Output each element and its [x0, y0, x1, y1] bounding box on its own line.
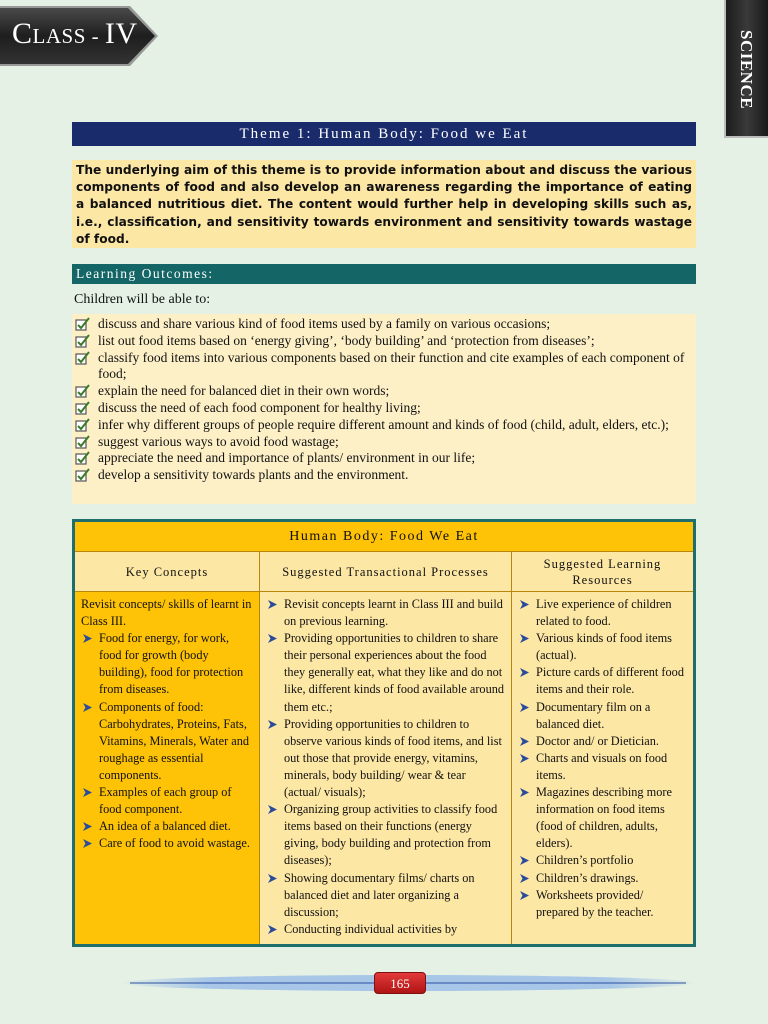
process-item-text: Providing opportunities to children to share their personal experiences about the food they generally eat, what they like and do not like, different kinds of food available around them etc.;	[284, 631, 505, 714]
process-item-text: Showing documentary films/ charts on balanced diet and later organizing a discussion;	[284, 870, 475, 919]
outcome-item	[72, 467, 696, 484]
header-key-concepts: Key Concepts	[125, 564, 209, 579]
page-number: 165	[374, 972, 426, 994]
checkbox-icon	[75, 384, 90, 399]
process-item-text: Revisit concepts learnt in Class III and build on previous learning.	[284, 597, 503, 629]
resource-item-text: Magazines describing more information on food items (food of children, adults, elders).	[536, 785, 672, 851]
resource-item	[518, 596, 687, 630]
arrow-bullet-icon	[82, 787, 93, 798]
resource-item-text: Various kinds of food items (actual).	[536, 631, 672, 663]
process-item-text: Providing opportunities to children to observe various kinds of food items, and list out those that provide energy, vitamins, minerals, body building/ wear & tear (actual/ visuals);	[284, 716, 502, 800]
key-concept-item	[81, 784, 253, 818]
resource-item-text: Charts and visuals on food items.	[536, 750, 668, 782]
resource-item	[518, 733, 687, 750]
class-badge	[0, 4, 160, 68]
resource-item	[518, 887, 687, 921]
key-concepts-intro: Revisit concepts/ skills of learnt in Class III.	[81, 597, 252, 629]
table-title: Human Body: Food We Eat	[75, 522, 693, 552]
resource-item	[518, 664, 687, 698]
outcome-item	[72, 417, 696, 434]
outcome-item	[72, 383, 696, 400]
key-concept-item	[81, 630, 253, 698]
arrow-bullet-icon	[82, 838, 93, 849]
outcome-item	[72, 450, 696, 467]
learning-outcomes-list	[72, 314, 696, 504]
class-label: CLASS - IV	[12, 17, 138, 50]
outcome-item-text: classify food items into various components based on their function and cite examples of each component of food;	[98, 349, 685, 382]
outcome-item	[72, 333, 696, 350]
process-item	[266, 801, 505, 869]
process-item-text: Conducting individual activities by	[284, 921, 458, 936]
arrow-bullet-icon	[267, 633, 278, 644]
arrow-bullet-icon	[519, 633, 530, 644]
checkbox-icon	[75, 334, 90, 349]
outcome-item-text: develop a sensitivity towards plants and the environment.	[98, 467, 409, 483]
checkbox-icon	[75, 351, 90, 366]
resource-item-text: Picture cards of different food items and their role.	[536, 665, 684, 697]
outcome-item-text: discuss and share various kind of food items used by a family on various occasions;	[98, 316, 551, 331]
arrow-bullet-icon	[519, 855, 530, 866]
outcome-item-text: suggest various ways to avoid food wastage;	[98, 433, 339, 449]
arrow-bullet-icon	[267, 804, 278, 815]
process-item	[266, 596, 505, 630]
outcomes-intro: Children will be able to:	[74, 292, 211, 307]
checkbox-icon	[75, 468, 90, 483]
theme-title: Theme 1: Human Body: Food we Eat	[72, 122, 696, 146]
arrow-bullet-icon	[519, 753, 530, 764]
resource-item-text: Live experience of children related to food.	[536, 597, 672, 629]
arrow-bullet-icon	[82, 633, 93, 644]
processes-cell	[259, 592, 511, 944]
process-item-text: Organizing group activities to classify food items based on their functions (energy giving, body building and protection from diseases);	[284, 802, 498, 868]
arrow-bullet-icon	[267, 873, 278, 884]
concepts-table	[72, 519, 696, 947]
process-item	[266, 921, 505, 938]
resource-item	[518, 784, 687, 852]
resource-item-text: Documentary film on a balanced diet.	[536, 699, 651, 731]
arrow-bullet-icon	[519, 736, 530, 747]
outcome-item-text: appreciate the need and importance of plants/ environment in our life;	[98, 450, 476, 466]
header-learning-resources: Suggested Learning Resources	[511, 552, 693, 591]
key-concept-item-text: Food for energy, for work, food for growth (body building), food for protection from diseases.	[99, 631, 244, 697]
key-concept-item-text: An idea of a balanced diet.	[99, 819, 231, 834]
arrow-bullet-icon	[267, 599, 278, 610]
key-concept-item-text: Examples of each group of food component.	[99, 785, 232, 817]
checkbox-icon	[75, 401, 90, 416]
key-concept-item-text: Components of food: Carbohydrates, Proteins, Fats, Vitamins, Minerals, Water and roughage as essential components.	[99, 699, 250, 782]
key-concept-item	[81, 835, 253, 852]
key-concept-item-text: Care of food to avoid wastage.	[99, 836, 250, 851]
resource-item-text: Worksheets provided/ prepared by the teacher.	[536, 887, 654, 919]
outcome-item	[72, 316, 696, 333]
checkbox-icon	[75, 435, 90, 450]
arrow-bullet-icon	[267, 719, 278, 730]
process-item	[266, 630, 505, 715]
table-header-row	[75, 552, 693, 592]
aim-paragraph: The underlying aim of this theme is to provide information about and discuss the various components of food and also develop an awareness regarding the importance of eating a balanced nutritious diet. The content would further help in developing skills such as, i.e., classification, and sensitivity towards environment and sensitivity towards wastage of food.	[72, 160, 696, 248]
arrow-bullet-icon	[267, 924, 278, 935]
outcome-item	[72, 434, 696, 451]
header-transactional-processes: Suggested Transactional Processes	[259, 552, 511, 591]
outcome-item-text: list out food items based on ‘energy giving’, ‘body building’ and ‘protection from diseases’;	[98, 332, 595, 348]
resources-cell	[511, 592, 693, 944]
key-concepts-list	[81, 630, 253, 852]
outcome-item-text: explain the need for balanced diet in their own words;	[98, 383, 390, 399]
resource-item	[518, 870, 687, 887]
arrow-bullet-icon	[519, 667, 530, 678]
resource-item	[518, 750, 687, 784]
outcome-item-text: discuss the need of each food component for healthy living;	[98, 399, 421, 415]
arrow-bullet-icon	[519, 873, 530, 884]
resource-item-text: Children’s portfolio	[536, 853, 634, 868]
checkbox-icon	[75, 317, 90, 332]
resource-item	[518, 852, 687, 869]
resource-item	[518, 699, 687, 733]
arrow-bullet-icon	[519, 702, 530, 713]
resources-list	[518, 596, 687, 921]
arrow-bullet-icon	[519, 787, 530, 798]
resource-item	[518, 630, 687, 664]
arrow-bullet-icon	[82, 702, 93, 713]
key-concept-item	[81, 699, 253, 784]
outcome-item	[72, 350, 696, 384]
arrow-bullet-icon	[519, 599, 530, 610]
arrow-bullet-icon	[82, 821, 93, 832]
key-concepts-cell	[75, 592, 259, 944]
arrow-bullet-icon	[519, 890, 530, 901]
learning-outcomes-heading: Learning Outcomes:	[72, 264, 696, 284]
processes-list	[266, 596, 505, 938]
subject-tab	[724, 0, 768, 138]
checkbox-icon	[75, 451, 90, 466]
outcome-item	[72, 400, 696, 417]
resource-item-text: Children’s drawings.	[536, 870, 639, 885]
process-item	[266, 870, 505, 921]
resource-item-text: Doctor and/ or Dietician.	[536, 733, 659, 748]
checkbox-icon	[75, 418, 90, 433]
outcome-item-text: infer why different groups of people require different amount and kinds of food (child, adult, elders, etc.);	[98, 416, 669, 432]
subject-label: SCIENCE	[737, 30, 756, 110]
process-item	[266, 716, 505, 801]
table-body	[75, 592, 693, 944]
key-concept-item	[81, 818, 253, 835]
